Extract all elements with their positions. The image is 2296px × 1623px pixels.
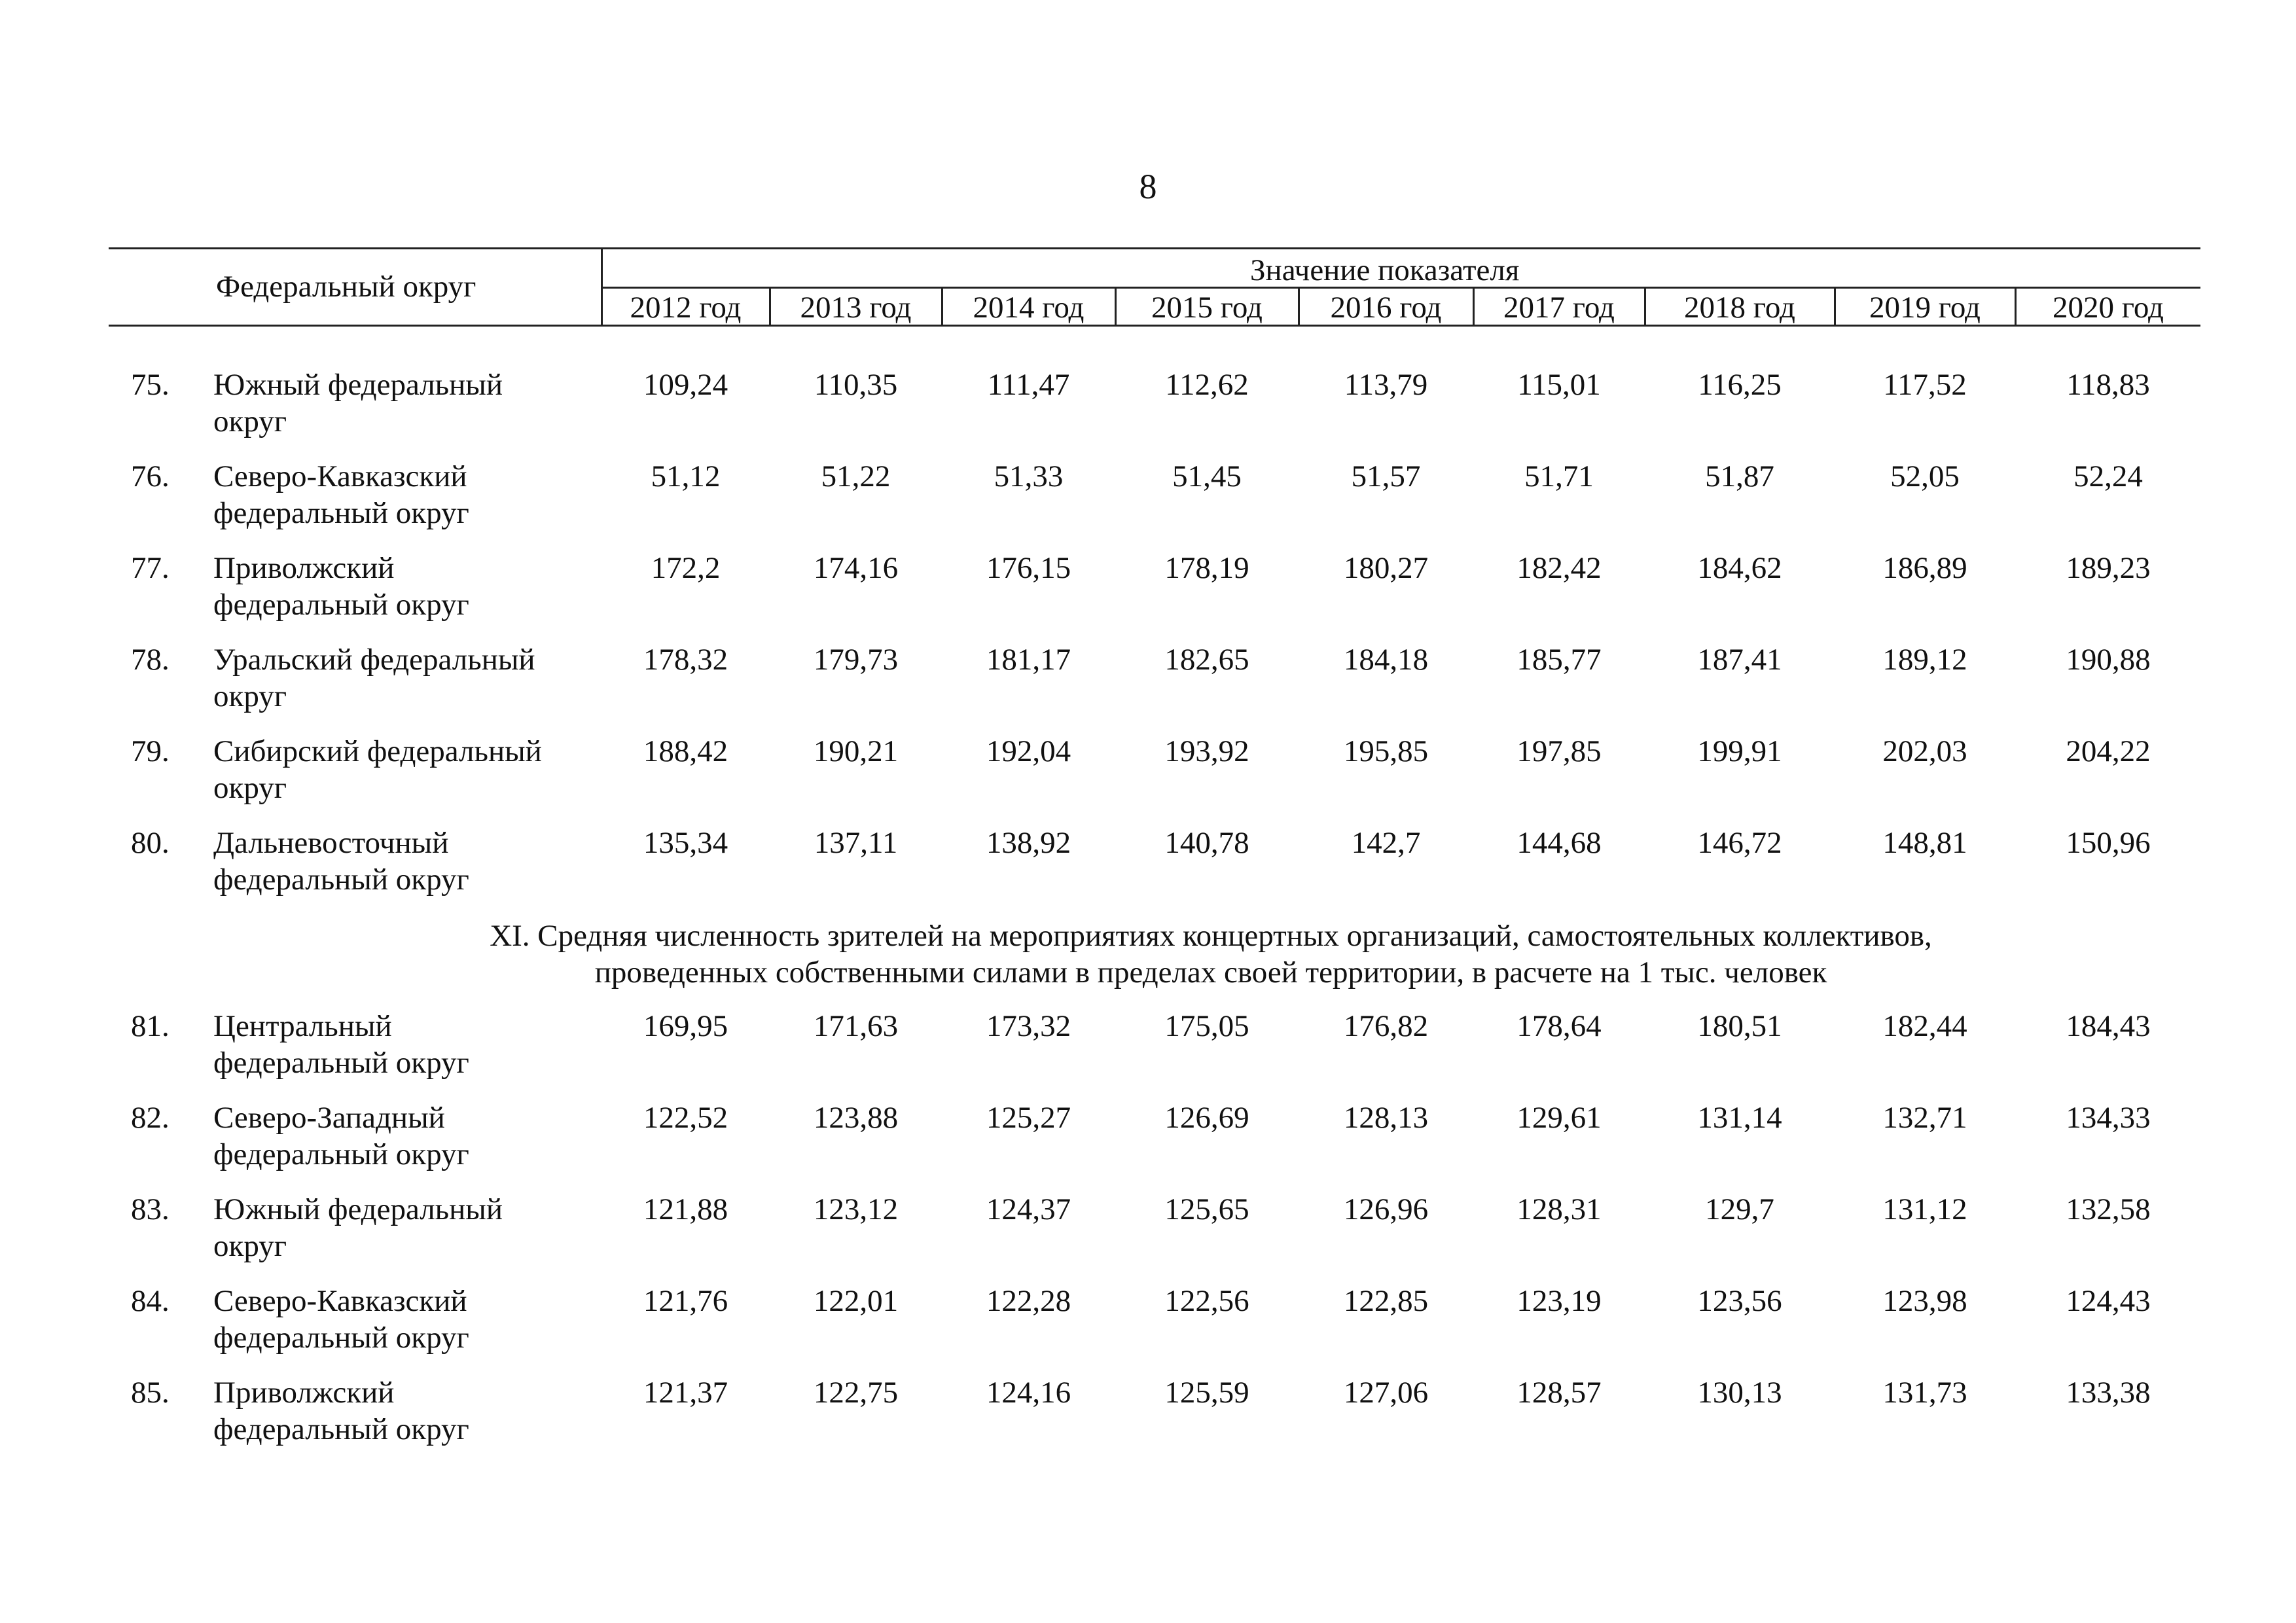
district-name: Дальневосточный федеральный округ	[213, 826, 469, 897]
value-2012: 169,95	[643, 1009, 728, 1043]
table-row	[0, 1008, 2296, 1093]
value-2017: 128,31	[1516, 1192, 1602, 1226]
page-number: 8	[1139, 167, 1157, 206]
table-top-rule	[109, 247, 2200, 249]
value-2015: 182,65	[1164, 643, 1249, 677]
value-2017: 115,01	[1517, 368, 1601, 402]
row-number: 82.	[131, 1101, 170, 1135]
year-header-2015: 2015 год	[1151, 291, 1263, 325]
district-name: Центральный федеральный округ	[213, 1009, 469, 1080]
value-2019: 52,05	[1890, 459, 1960, 493]
value-2016: 128,13	[1343, 1101, 1429, 1135]
district-name: Уральский федеральный округ	[213, 643, 535, 713]
year-header-2013: 2013 год	[800, 291, 912, 325]
value-2018: 131,14	[1697, 1101, 1782, 1135]
value-2017: 129,61	[1516, 1101, 1602, 1135]
value-2016: 51,57	[1351, 459, 1421, 493]
value-2016: 126,96	[1343, 1192, 1429, 1226]
value-2014: 125,27	[986, 1101, 1071, 1135]
value-2016: 180,27	[1343, 551, 1429, 585]
value-2017: 128,57	[1516, 1376, 1602, 1410]
value-2019: 186,89	[1882, 551, 1967, 585]
value-2013: 110,35	[814, 368, 898, 402]
year-header-2017: 2017 год	[1503, 291, 1615, 325]
value-2018: 116,25	[1698, 368, 1782, 402]
value-2017: 178,64	[1516, 1009, 1602, 1043]
value-2019: 182,44	[1882, 1009, 1967, 1043]
value-2015: 140,78	[1164, 826, 1249, 860]
table-row	[0, 1191, 2296, 1276]
value-2014: 124,37	[986, 1192, 1071, 1226]
value-2012: 121,88	[643, 1192, 728, 1226]
value-2020: 52,24	[2073, 459, 2143, 493]
value-2018: 199,91	[1697, 734, 1782, 768]
value-2012: 122,52	[643, 1101, 728, 1135]
value-2020: 134,33	[2066, 1101, 2151, 1135]
value-2016: 113,79	[1344, 368, 1428, 402]
district-name: Северо-Кавказский федеральный округ	[213, 459, 469, 530]
value-2015: 175,05	[1164, 1009, 1249, 1043]
value-2013: 174,16	[813, 551, 899, 585]
value-2018: 130,13	[1697, 1376, 1782, 1410]
year-header-2012: 2012 год	[630, 291, 742, 325]
district-name: Приволжский федеральный округ	[213, 551, 469, 622]
value-2013: 123,88	[813, 1101, 899, 1135]
value-2018: 180,51	[1697, 1009, 1782, 1043]
table-row	[0, 1283, 2296, 1368]
value-2017: 51,71	[1524, 459, 1594, 493]
section-heading-line-2: проведенных собственными силами в пределах своей территории, в расчете на 1 тыс. человек	[594, 955, 1827, 990]
value-2020: 132,58	[2066, 1192, 2151, 1226]
value-2019: 189,12	[1882, 643, 1967, 677]
section-heading-line-1: XI. Средняя численность зрителей на мероприятиях концертных организаций, самостоятельных коллективов,	[490, 919, 1932, 953]
value-2020: 190,88	[2066, 643, 2151, 677]
value-2013: 123,12	[813, 1192, 899, 1226]
value-2019: 148,81	[1882, 826, 1967, 860]
district-name: Северо-Западный федеральный округ	[213, 1101, 469, 1171]
district-name: Приволжский федеральный округ	[213, 1376, 469, 1446]
row-number: 84.	[131, 1284, 170, 1318]
table-row	[0, 1374, 2296, 1459]
value-2013: 137,11	[814, 826, 898, 860]
value-2017: 182,42	[1516, 551, 1602, 585]
value-2015: 178,19	[1164, 551, 1249, 585]
value-2020: 133,38	[2066, 1376, 2151, 1410]
value-2012: 135,34	[643, 826, 728, 860]
value-2015: 125,59	[1164, 1376, 1249, 1410]
value-2019: 131,73	[1882, 1376, 1967, 1410]
value-2015: 122,56	[1164, 1284, 1249, 1318]
value-2015: 193,92	[1164, 734, 1249, 768]
year-header-2020: 2020 год	[2053, 291, 2164, 325]
table-row	[0, 550, 2296, 635]
district-name: Сибирский федеральный округ	[213, 734, 542, 805]
value-2018: 146,72	[1697, 826, 1782, 860]
year-header-2019: 2019 год	[1869, 291, 1981, 325]
value-2013: 51,22	[821, 459, 891, 493]
value-2014: 173,32	[986, 1009, 1071, 1043]
row-number: 81.	[131, 1009, 170, 1043]
value-2013: 179,73	[813, 643, 899, 677]
value-column-header: Значение показателя	[1250, 253, 1520, 287]
table-row	[0, 1099, 2296, 1185]
table-row	[0, 366, 2296, 452]
value-2014: 124,16	[986, 1376, 1071, 1410]
value-2015: 112,62	[1165, 368, 1249, 402]
value-2014: 51,33	[994, 459, 1064, 493]
value-2020: 124,43	[2066, 1284, 2151, 1318]
row-number: 75.	[131, 368, 170, 402]
value-2018: 51,87	[1705, 459, 1774, 493]
value-2020: 184,43	[2066, 1009, 2151, 1043]
table-row	[0, 641, 2296, 726]
value-2014: 122,28	[986, 1284, 1071, 1318]
district-name: Южный федеральный округ	[213, 1192, 503, 1263]
value-2016: 176,82	[1343, 1009, 1429, 1043]
value-2018: 123,56	[1697, 1284, 1782, 1318]
section-heading	[196, 918, 2225, 991]
row-number: 80.	[131, 826, 170, 860]
value-2018: 187,41	[1697, 643, 1782, 677]
value-2013: 171,63	[813, 1009, 899, 1043]
value-2016: 127,06	[1343, 1376, 1429, 1410]
value-2020: 150,96	[2066, 826, 2151, 860]
value-2017: 185,77	[1516, 643, 1602, 677]
row-number: 77.	[131, 551, 170, 585]
value-2019: 123,98	[1882, 1284, 1967, 1318]
value-2012: 172,2	[651, 551, 721, 585]
value-2012: 121,37	[643, 1376, 728, 1410]
value-2012: 178,32	[643, 643, 728, 677]
value-2014: 192,04	[986, 734, 1071, 768]
row-number: 76.	[131, 459, 170, 493]
value-2016: 142,7	[1351, 826, 1421, 860]
row-number: 79.	[131, 734, 170, 768]
district-name: Южный федеральный округ	[213, 368, 503, 438]
value-2015: 51,45	[1172, 459, 1242, 493]
value-2014: 111,47	[987, 368, 1070, 402]
value-2019: 132,71	[1882, 1101, 1967, 1135]
value-2019: 117,52	[1883, 368, 1967, 402]
value-2012: 109,24	[643, 368, 728, 402]
value-2020: 118,83	[2066, 368, 2150, 402]
value-2013: 122,75	[813, 1376, 899, 1410]
row-number: 85.	[131, 1376, 170, 1410]
value-2016: 184,18	[1343, 643, 1429, 677]
value-2014: 176,15	[986, 551, 1071, 585]
value-2017: 197,85	[1516, 734, 1602, 768]
value-2012: 51,12	[651, 459, 721, 493]
value-2020: 189,23	[2066, 551, 2151, 585]
value-2018: 129,7	[1705, 1192, 1774, 1226]
table-row	[0, 733, 2296, 818]
value-2016: 195,85	[1343, 734, 1429, 768]
value-2015: 126,69	[1164, 1101, 1249, 1135]
value-2012: 121,76	[643, 1284, 728, 1318]
value-2018: 184,62	[1697, 551, 1782, 585]
value-2012: 188,42	[643, 734, 728, 768]
value-2016: 122,85	[1343, 1284, 1429, 1318]
district-name: Северо-Кавказский федеральный округ	[213, 1284, 469, 1355]
district-column-header: Федеральный округ	[216, 270, 476, 304]
table-row	[0, 825, 2296, 910]
value-2017: 123,19	[1516, 1284, 1602, 1318]
year-header-2016: 2016 год	[1330, 291, 1442, 325]
row-number: 83.	[131, 1192, 170, 1226]
value-2020: 204,22	[2066, 734, 2151, 768]
value-2019: 202,03	[1882, 734, 1967, 768]
table-row	[0, 458, 2296, 543]
value-2014: 181,17	[986, 643, 1071, 677]
value-2019: 131,12	[1882, 1192, 1967, 1226]
value-2013: 122,01	[813, 1284, 899, 1318]
value-2014: 138,92	[986, 826, 1071, 860]
row-number: 78.	[131, 643, 170, 677]
value-2013: 190,21	[813, 734, 899, 768]
value-2015: 125,65	[1164, 1192, 1249, 1226]
year-header-2014: 2014 год	[973, 291, 1085, 325]
year-header-2018: 2018 год	[1684, 291, 1795, 325]
value-2017: 144,68	[1516, 826, 1602, 860]
